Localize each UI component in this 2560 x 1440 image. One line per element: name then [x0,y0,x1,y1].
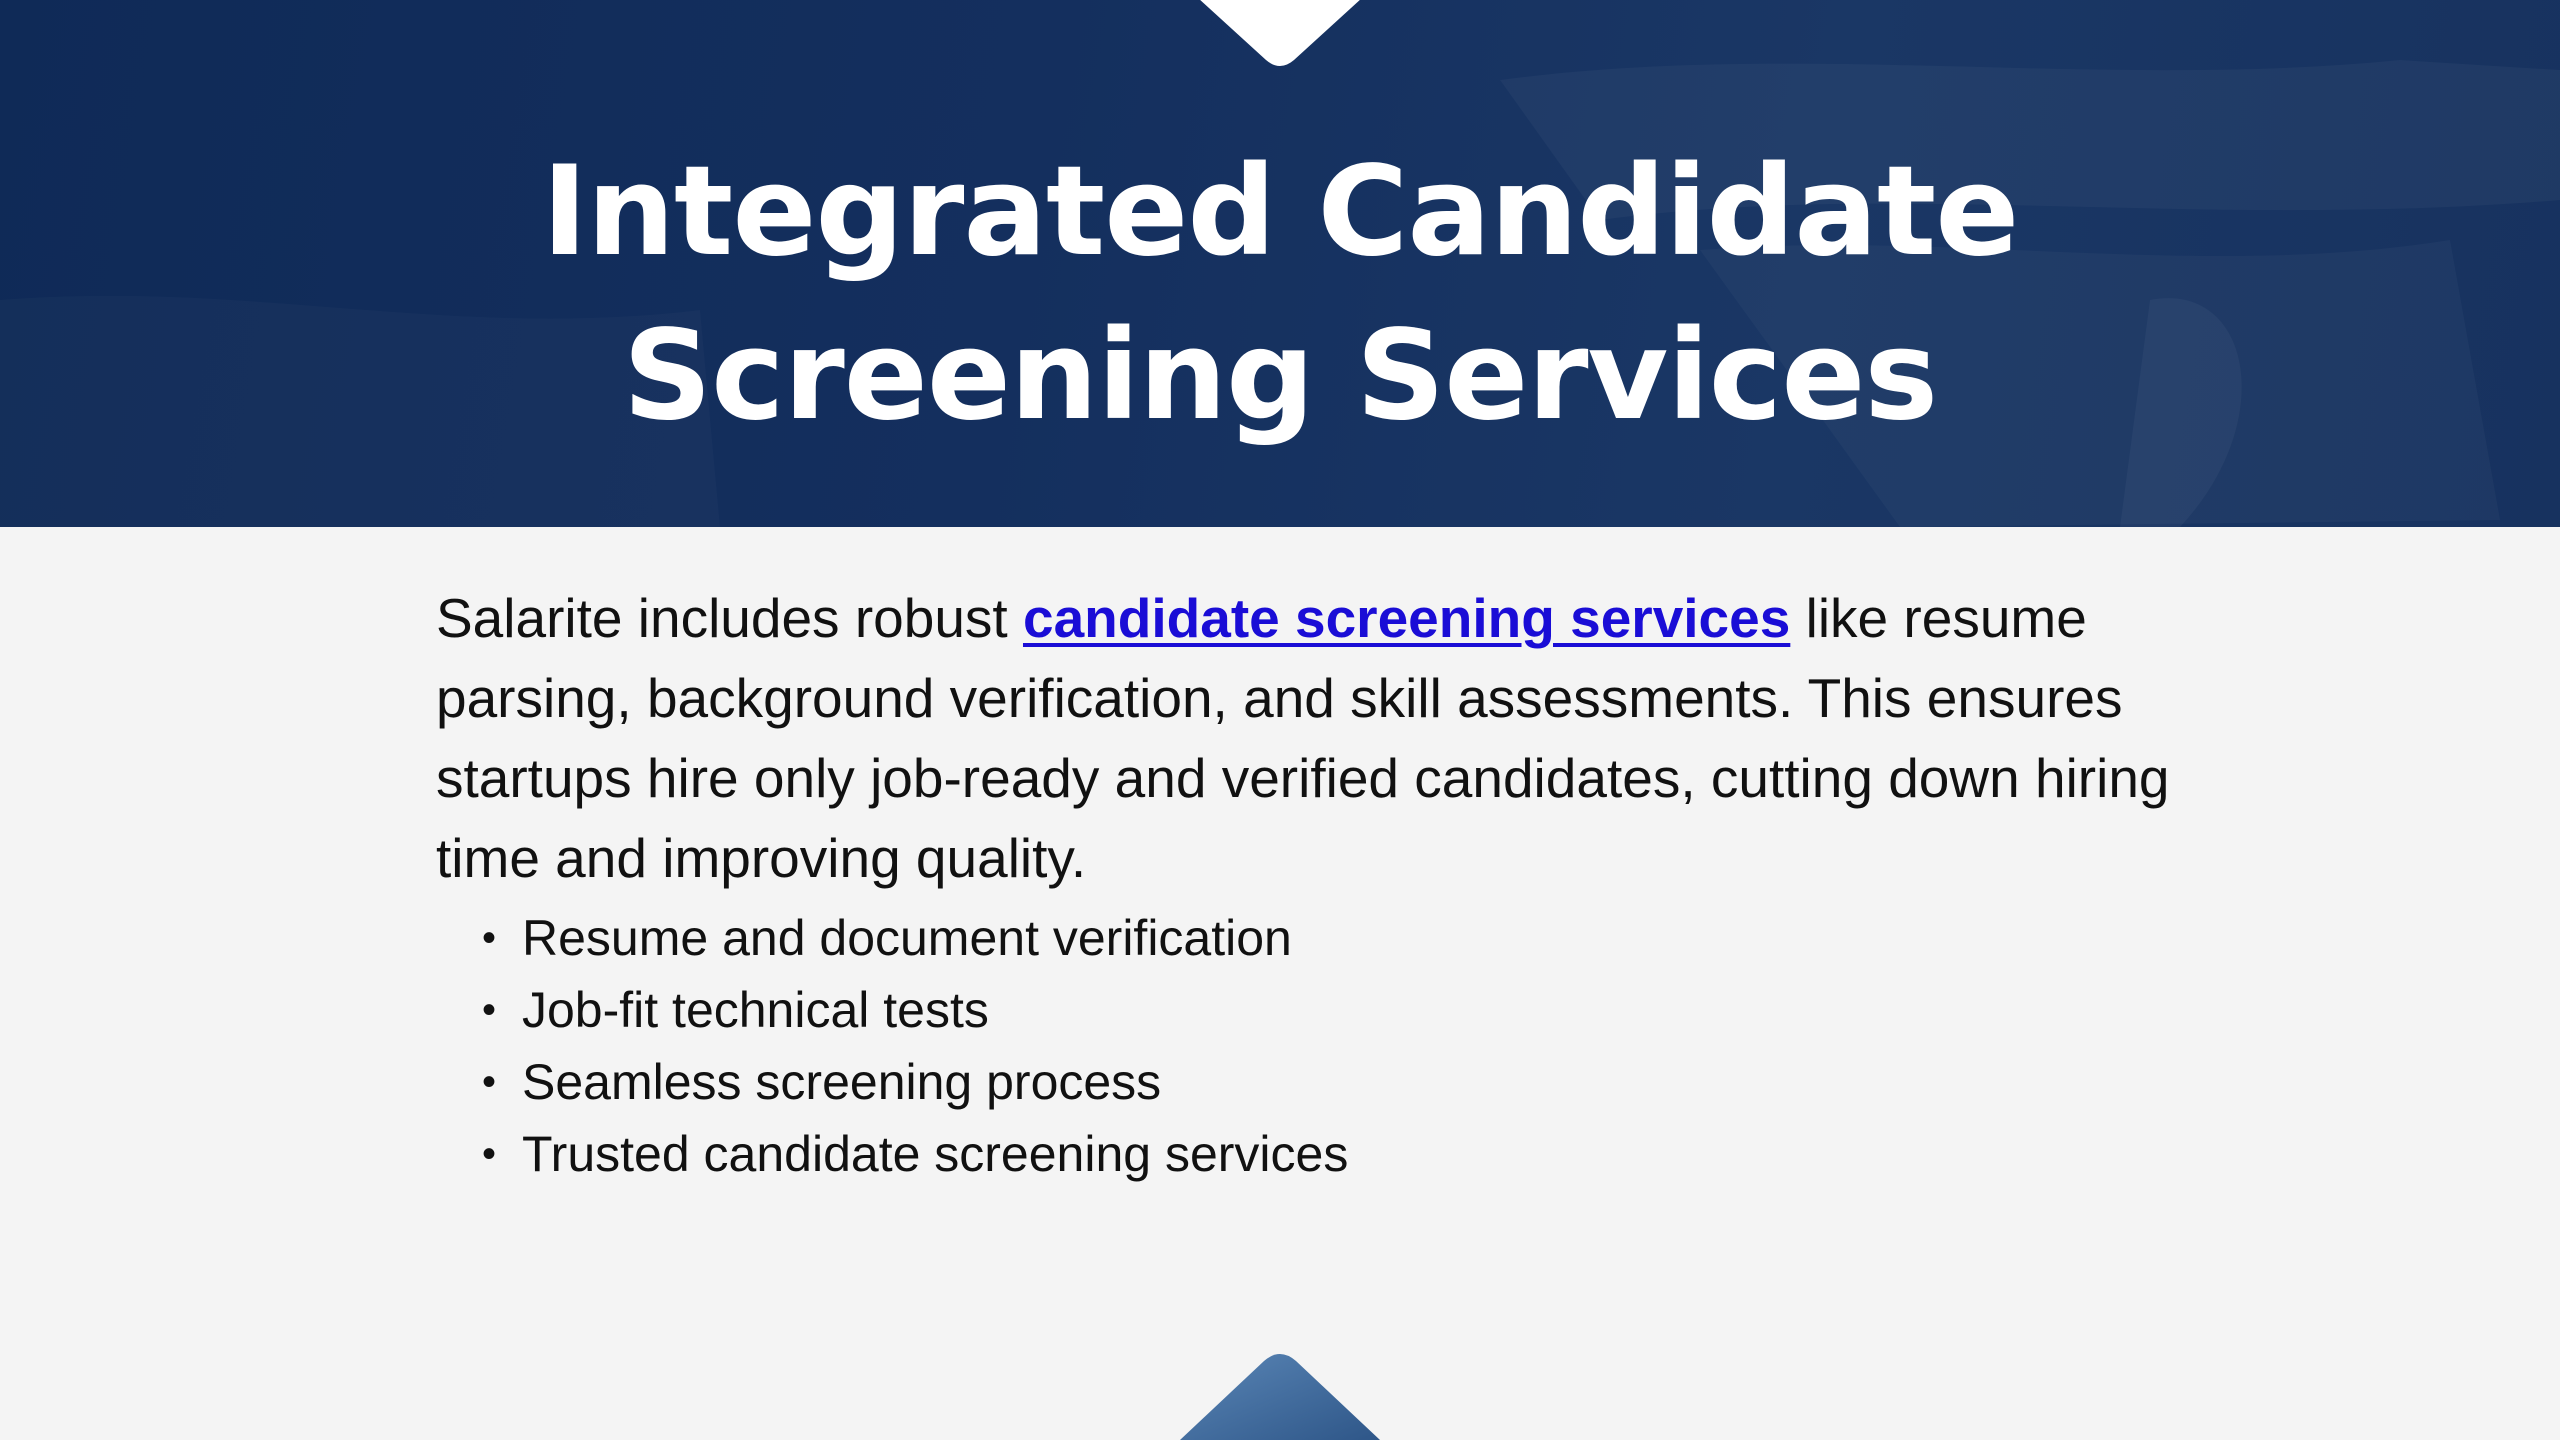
top-notch-shape [1198,0,1362,70]
bullet-text: Seamless screening process [522,1054,1162,1110]
header-banner [0,0,2560,527]
title-line-1: Integrated Candidate [541,140,2019,284]
bullet-icon: • [482,916,497,960]
list-item [482,902,2176,974]
intro-text-after-link: like resume parsing, background verification, and skill assessments. This ensures startups hire only job-ready and verified candidates, cutting down hiring time and improving quality. [436,587,2170,889]
intro-text-before-link: Salarite includes robust [436,587,1023,649]
bullet-text: Job-fit technical tests [522,982,989,1038]
list-item [482,1046,2176,1118]
slide-title [0,130,2560,458]
bullet-icon: • [482,988,497,1032]
list-item [482,1118,2176,1190]
title-line-2: Screening Services [622,304,1938,448]
bullet-icon: • [482,1132,497,1176]
slide-body [436,578,2176,1190]
candidate-screening-services-link[interactable]: candidate screening services [1022,587,1791,649]
bottom-arrow-shape [1180,1353,1380,1440]
list-item [482,974,2176,1046]
bullet-text: Trusted candidate screening services [522,1126,1349,1182]
bullet-icon: • [482,1060,497,1104]
feature-bullet-list [482,902,2176,1190]
bullet-text: Resume and document verification [522,910,1292,966]
intro-paragraph [436,578,2176,898]
